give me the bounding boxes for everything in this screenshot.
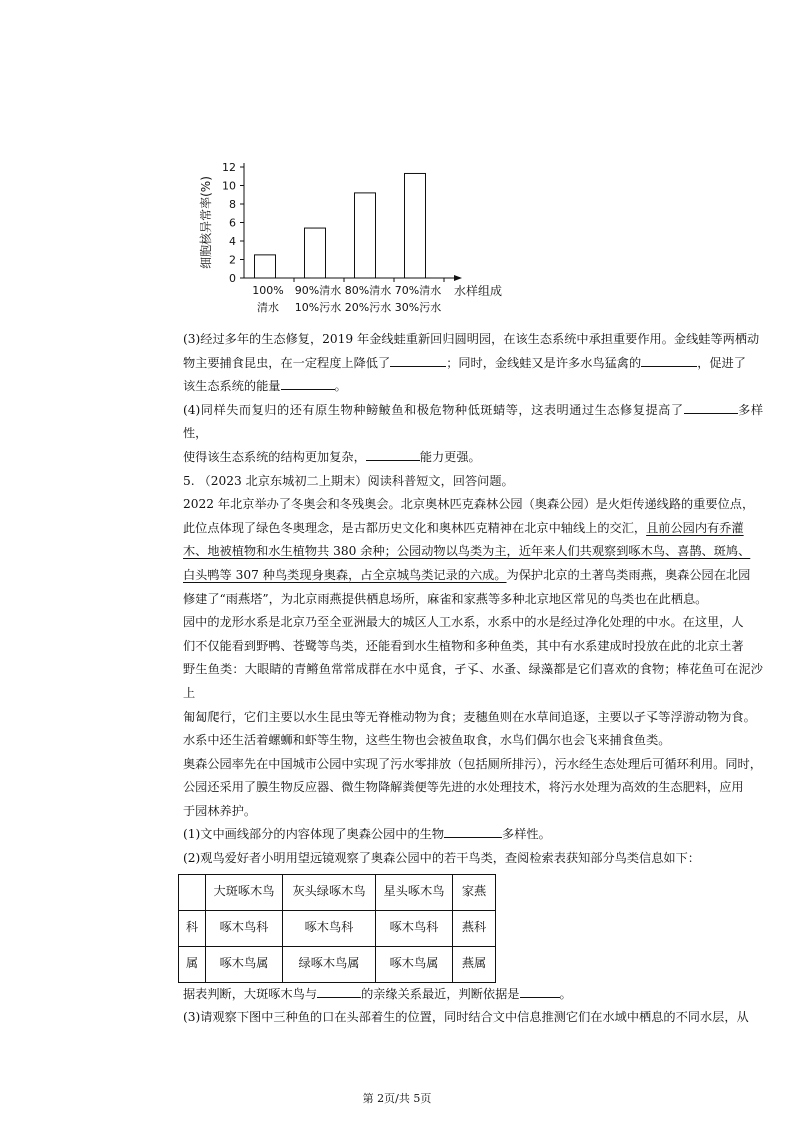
x-axis-label: 水样组成	[454, 284, 503, 298]
page-footer: 第 2页/共 5页	[362, 1092, 432, 1105]
table-row	[179, 946, 496, 982]
x-tick-label: 80%清水	[344, 284, 392, 297]
x-tick-label: 20%污水	[344, 301, 392, 314]
bird-info-table	[178, 874, 496, 983]
answer-blank[interactable]	[390, 352, 446, 367]
y-tick-label: 6	[229, 216, 236, 230]
y-tick-label: 12	[222, 161, 236, 174]
bar	[405, 173, 426, 278]
table-cell: 啄木鸟属	[376, 946, 453, 982]
answer-blank[interactable]	[281, 375, 335, 390]
table-cell: 啄木鸟科	[206, 910, 283, 946]
table-cell: 啄木鸟属	[206, 946, 283, 982]
question-4: (4)同样失而复归的还有原生物种鳑鲏鱼和极危物种低斑蜻等，这表明通过生态修复提高了 多样性， 使得该生态系统的结构更加复杂， 能力更强。	[183, 399, 763, 470]
answer-blank[interactable]	[684, 399, 738, 414]
x-tick-label: 10%污水	[294, 301, 342, 314]
bar	[255, 255, 276, 278]
table-cell: 科	[179, 910, 206, 946]
sub-question-1: (1)文中画线部分的内容体现了奥森公园中的生物 多样性。	[183, 823, 763, 847]
sub-question-2-answer: 据表判断，大斑啄木鸟与 的亲缘关系最近，判断依据是 。	[183, 983, 763, 1007]
y-tick-label: 8	[229, 198, 236, 211]
y-tick-label: 10	[222, 179, 236, 193]
question-5-header: 5. （2023 北京东城初二上期末）阅读科普短文，回答问题。	[183, 473, 514, 488]
answer-blank[interactable]	[317, 983, 361, 998]
table-cell: 属	[179, 946, 206, 982]
table-header-row	[179, 874, 496, 910]
article-paragraph-1: 2022 年北京举办了冬奥会和冬残奥会。北京奥林匹克森林公园（奥森公园）是火炬传递线路的重要位点， 此位点体现了绿色冬奥理念，是古都历史文化和奥林匹克精神在北京中轴线上的交汇，且前公园内有乔灌 木、地被植物和水生植物共 380 余种；公园动物以鸟类为主，近年来人们共观察到啄木鸟、喜鹊、斑鸠、 白头鸭等 307 种鸟类现身奥森，占全京城鸟类记录的六成。为保护北京的土著鸟类雨燕，奥森公园在北园 修建了“雨燕塔”，为北京雨燕提供栖息场所，麻雀和家燕等多种北京地区常见的鸟类也在此栖息。	[183, 497, 755, 606]
bar-chart	[196, 150, 516, 325]
table-cell: 星头啄木鸟	[376, 874, 453, 910]
y-tick-label: 0	[229, 272, 236, 285]
sub-question-3: (3)请观察下图中三种鱼的口在头部着生的位置，同时结合文中信息推测它们在水域中栖息的不同水层，从	[183, 1010, 749, 1025]
table-cell: 灰头绿啄木鸟	[283, 874, 376, 910]
x-tick-label: 90%清水	[294, 284, 342, 297]
x-tick-label: 100%	[252, 284, 284, 297]
bar	[305, 228, 326, 278]
answer-blank[interactable]	[444, 823, 502, 838]
table-cell: 大斑啄木鸟	[206, 874, 283, 910]
answer-blank[interactable]	[641, 352, 697, 367]
y-tick-label: 4	[229, 235, 236, 248]
table-cell: 啄木鸟科	[283, 910, 376, 946]
document-body	[183, 328, 763, 1030]
y-tick-label: 2	[229, 253, 236, 267]
bar	[355, 193, 376, 278]
table-cell: 燕科	[453, 910, 496, 946]
question-3: (3)经过多年的生态修复，2019 年金线蛙重新回归圆明园，在该生态系统中承担重要作用。金线蛙等两栖动 物主要捕食昆虫，在一定程度上降低了 ；同时，金线蛙又是许多水鸟猛禽的 ，促进了 该生态系统的能量 。	[183, 332, 760, 394]
answer-blank[interactable]	[366, 446, 420, 461]
answer-blank[interactable]	[520, 983, 560, 998]
x-tick-label: 30%污水	[394, 301, 442, 314]
table-cell: 绿啄木鸟属	[283, 946, 376, 982]
table-row	[179, 910, 496, 946]
x-axis-arrow	[454, 275, 462, 281]
x-tick-label: 清水	[257, 301, 279, 314]
article-paragraph-3: 奥森公园率先在中国城市公园中实现了污水零排放（包括厕所排污），污水经生态处理后可循环利用。同时， 公园还采用了膜生物反应器、微生物降解粪便等先进的水处理技术，将污水处理为高效的生态肥料，应用 于园林养护。	[183, 756, 762, 818]
table-cell: 家燕	[453, 874, 496, 910]
y-axis-label: 细胞核异常率(%)	[199, 176, 213, 269]
table-cell: 啄木鸟科	[376, 910, 453, 946]
table-cell	[179, 874, 206, 910]
article-paragraph-2: 园中的龙形水系是北京乃至全亚洲最大的城区人工水系，水系中的水是经过净化处理的中水。在这里，人 们不仅能看到野鸭、苍鹭等鸟类，还能看到水生植物和多种鱼类，其中有水系建成时投放在此的北京土著 野生鱼类：大眼睛的青鳉鱼常常成群在水中觅食，孑孓、水蚤、绿藻都是它们喜欢的食物；棒花鱼可在泥沙上 匍匐爬行，它们主要以水生昆虫等无脊椎动物为食；麦穗鱼则在水草间追逐，主要以孑孓等浮游动物为食。 水系中还生活着螺蛳和虾等生物，这些生物也会被鱼取食，水鸟们偶尔也会飞来捕食鱼类。	[183, 615, 763, 748]
sub-question-2: (2)观鸟爱好者小明用望远镜观察了奥森公园中的若干鸟类，查阅检索表获知部分鸟类信息如下：	[183, 851, 700, 866]
x-tick-label: 70%清水	[394, 284, 442, 297]
table-cell: 燕属	[453, 946, 496, 982]
